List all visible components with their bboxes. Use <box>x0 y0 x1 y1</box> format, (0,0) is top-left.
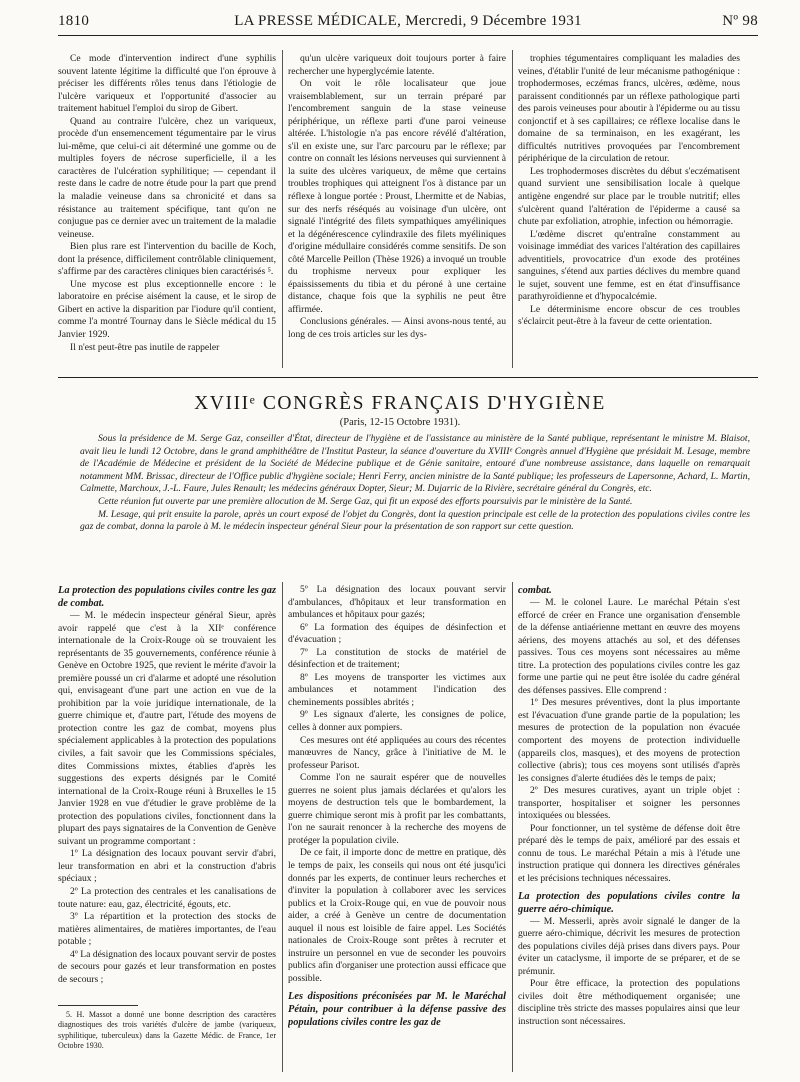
paragraph: — M. le médecin inspecteur général Sieur, après avoir rappelé que c'est à la XIIᵉ conférence internationale de la Croix-Rouge où se trouvaient les représentants de 35 gouvernements, conférence réunie à Genève en Octobre 1925, que revient le mérite d'avoir la première poussé un cri d'alarme et adopté une résolution qui, envisageant d'une part une action en vue de la prohibition par la voie juridique internationale, de la guerre chimique et, d'autre part, l'étude des moyens de protection contre les gaz de combat, moyens plus spécialement applicables à la protection des populations civiles, a fait savoir que les Commissions spéciales, dites Commissions mixtes, établies d'après les suggestions des experts désignés par le Comité international de la Croix-Rouge réuni à Bruxelles le 15 Janvier 1928 en vue d'étudier le grave problème de la protection des populations civiles, fonctionnent dans la plupart des pays signataires de la Convention de Genève suivant un programme comportant : <box>58 610 276 847</box>
footnote-block <box>58 1010 276 1072</box>
column-divider <box>282 50 283 368</box>
paragraph: Pour être efficace, la protection des populations civiles doit être méthodiquement organisée; une discipline très stricte des masses populaires ainsi que leur instruction sont nécessaires. <box>518 978 740 1027</box>
lower-column-1 <box>58 584 276 1004</box>
upper-column-2 <box>288 53 506 373</box>
paragraph: De ce fait, il importe donc de mettre en pratique, dès le temps de paix, les conseils qui nous ont été jusqu'ici donnés par les experts, de continuer leurs recherches et d'inviter la population à collaborer avec les services publics et la Croix-Rouge qui, en vue de pouvoir nous aider, a créé à Genève un centre de documentation auquel il nous est loisible de faire appel. Les Sociétés nationales de Croix-Rouge sont prêtes à recruter et instruire un personnel en vue de seconder les pouvoirs publics afin d'organiser une protection aussi efficace que possible. <box>288 847 506 984</box>
paragraph: Une mycose est plus exceptionnelle encore : le laboratoire en précise aisément la cause, et le sirop de Gibert en active la disparition par l'iodure qu'il contient, comme l'a montré Tournay dans le Siècle médical du 15 Janvier 1929. <box>58 278 276 341</box>
paragraph: Les trophodermoses discrètes du début s'eczématisent quand survient une sensibilisation locale à quelque antigène engendré sur place par le trouble nutritif; elles s'ulcèrent quand l'altération de l'épiderme a causé sa chute par exfoliation, atrophie, infection ou hémorragie. <box>518 165 740 228</box>
column-divider <box>512 50 513 368</box>
list-item: 3º La répartition et la protection des stocks de matières alimentaires, de matières importantes, de l'eau potable ; <box>58 911 276 948</box>
paragraph: — M. Messerli, après avoir signalé le danger de la guerre aéro-chimique, décrivit les mesures de protection des populations civiles déjà prises dans divers pays. Pour éviter un cataclysme, il importe de se préparer, et de se prémunir. <box>518 915 740 977</box>
list-item: 4º La désignation des locaux pouvant servir de postes de secours pour gazés et leur transformation en postes de secours ; <box>58 948 276 985</box>
paragraph: Comme l'on ne saurait espérer que de nouvelles guerres ne soient plus jamais déclarées et qu'alors les moyens de destruction tels que le bombardement, la guerre chimique seront mis à profit par les combattants, l'on ne saurait renoncer à la recherche des moyens de protéger la population civile. <box>288 772 506 846</box>
section-subheading: La protection des populations civiles contre la guerre aéro-chimique. <box>518 890 740 915</box>
list-item: 2º Des mesures curatives, ayant un triple objet : transporter, hospitaliser et soigner les personnes intoxiquées ou blessées. <box>518 785 740 822</box>
upper-column-1 <box>58 53 276 373</box>
conference-intro <box>80 433 750 534</box>
header-rule <box>58 35 758 36</box>
paragraph: Il n'est peut-être pas inutile de rappeler <box>70 341 220 353</box>
paragraph: qu'un ulcère variqueux doit toujours porter à faire rechercher une hyperglycémie latente. <box>288 53 506 77</box>
paragraph: Bien plus rare est l'intervention du bacille de Koch, dont la présence, difficilement contrôlable cliniquement, s'affirme par des caractères cliniques bien caractérisés ⁵. <box>58 241 276 278</box>
section-subheading-continued: combat. <box>518 585 552 596</box>
lower-column-2 <box>288 584 506 1072</box>
paragraph: trophies tégumentaires compliquant les maladies des veines, d'établir l'unité de leur mécanisme pathogénique : trophodermoses, eczémas francs, ulcères, œdème, nous paraissent conditionnés par un réflexe pathologique parti des parois veineuses pour aboutir à l'épiderme ou au tissu conjonctif et à ses capillaires; ce réflexe localise dans le domaine de sa terminaison, en les exagérant, les difficultés nutritives provoquées par l'encombrement périphérique de la circulation de retour. <box>518 53 740 165</box>
journal-title: LA PRESSE MÉDICALE, Mercredi, 9 Décembre 1931 <box>234 13 582 29</box>
list-item: 8º Les moyens de transporter les victimes aux ambulances et notamment l'indication des cheminements possibles abrités ; <box>288 671 506 708</box>
paragraph: — M. le colonel Laure. Le maréchal Pétain s'est efforcé de créer en France une organisation d'ensemble de la défense antiaérienne mettant en œuvre des moyens aériens, des moyens attachés au sol, et des défenses passives. Tous ces moyens sont nécessaires au même titre. La protection des populations civiles contre les gaz forme une partie qui ne peut être isolée du cadre général des défenses passives. Elle comprend : <box>518 597 740 696</box>
paragraph: M. Lesage, qui prit ensuite la parole, après un court exposé de l'objet du Congrès, dont la question principale est celle de la protection des populations civiles contre les gaz de combat, donna la parole à M. le médecin inspecteur général Sieur pour la présentation de son rapport sur cette question. <box>80 508 750 533</box>
paragraph: Pour fonctionner, un tel système de défense doit être préparé dès le temps de paix, amélioré par des essais et connu de tous. Le maréchal Pétain a mis à l'étude une instruction pratique qui donnera les directives générales et les précisions techniques nécessaires. <box>518 822 740 885</box>
list-item: 1º La désignation des locaux pouvant servir d'abri, leur transformation en abri et la construction d'abris spéciaux ; <box>58 848 276 885</box>
page-number: 1810 <box>58 13 90 29</box>
paragraph: Le déterminisme encore obscur de ces troubles s'éclaircit peut-être à la faveur de cette orientation. <box>518 303 740 328</box>
section-subheading: Les dispositions préconisées par M. le Maréchal Pétain, pour contribuer à la défense passive des populations civiles contre les gaz de <box>288 990 506 1028</box>
list-item: 6º La formation des équipes de désinfection et d'évacuation ; <box>288 621 506 646</box>
paragraph: Cette réunion fut ouverte par une première allocution de M. Serge Gaz, qui fit un exposé des efforts poursuivis par le ministère de la Santé. <box>98 495 633 507</box>
conference-subtitle: (Paris, 12-15 Octobre 1931). <box>339 417 461 428</box>
paragraph: Quand au contraire l'ulcère, chez un variqueux, procède d'un ensemencement tégumentaire par le virus lui-même, que celui-ci ait déterminé une gomme ou de multiples foyers de nécrose superficielle, il a les caractères de l'ulcération syphilitique; — cependant il reste dans le cadre de notre étude pour la part que prend la maladie veineuse dans sa chronicité et dans sa résistance au traitement spécifique, tant qu'on ne conjugue pas ce dernier avec un traitement de la maladie veineuse. <box>58 115 276 240</box>
section-subheading: La protection des populations civiles contre les gaz de combat. <box>58 585 276 609</box>
paragraph: Ce mode d'intervention indirect d'une syphilis souvent latente légitime la difficulté que l'on éprouve à préciser les différents rôles tenus dans l'étiologie de l'ulcère variqueux et l'opportunité d'associer au traitement habituel l'emploi du sirop de Gibert. <box>58 53 276 115</box>
section-rule <box>58 377 758 378</box>
running-header <box>58 13 758 33</box>
list-item: 1º Des mesures préventives, dont la plus importante est l'évacuation d'une grande partie de la population; les mesures de protection de la population non évacuée comportent des moyens de protection individuelle (appareils clos, masques), et des moyens de protection collective (abris); tous ces moyens sont utilisés d'après les consignes d'alerte étudiées dès le temps de paix; <box>518 697 740 784</box>
list-item: 5º La désignation des locaux pouvant servir d'ambulances, d'hôpitaux et leur transformation en ambulances et hôpitaux pour gazés; <box>288 584 506 621</box>
paragraph: Conclusions générales. — Ainsi avons-nous tenté, au long de ces trois articles sur les dys- <box>288 316 506 341</box>
upper-column-3 <box>518 53 740 373</box>
conference-title: XVIIIᵉ CONGRÈS FRANÇAIS D'HYGIÈNE <box>194 393 606 414</box>
paragraph: On voit le rôle localisateur que joue vraisemblablement, sur un terrain préparé par l'encombrement sanguin de la stase veineuse périphérique, un réflexe parti d'une paroi veineuse altérée. L'histologie n'a pas encore révélé d'altération, s'il en existe une, sur l'arc parcouru par le réflexe; par contre on connaît les lésions nerveuses qui surviennent à la suite des ulcères variqueux, de même que certains troubles trophiques qui atteignent l'os à distance par un réflexe à longue portée : Proust, Lhermitte et de Nabias, sur des nerfs réséqués au voisinage d'un ulcère, ont signalé l'intégrité des filets sympathiques amyéliniques et la dégénérescence cylindraxile des filets myéliniques d'origine médullaire considérés comme sensitifs. De son côté Marcelle Peillon (Thèse 1926) a invoqué un trouble du trophisme nerveux pour expliquer les épaississements du tibia et du péroné à une certaine distance, chaque fois que la syphilis ne peut être affirmée. <box>288 78 506 315</box>
paragraph: Sous la présidence de M. Serge Gaz, conseiller d'État, directeur de l'hygiène et de l'assistance au ministère de la Santé publique, représentant le ministre M. Blaisot, avait lieu le lundi 12 Octobre, dans le grand amphithéâtre de l'Institut Pasteur, la séance d'ouverture du XVIIIᵉ Congrès annuel d'Hygiène que présidait M. Lesage, membre de l'Académie de Médecine et président de la Société de Médecine publique et de Génie sanitaire, entouré d'une nombreuse assistance, dans laquelle on remarquait notamment MM. Brissac, directeur de l'Office public d'hygiène sociale; Henri Ferry, ancien ministre de la Santé publique; les professeurs de Lapersonne, Achard, L. Martin, Calmette, Marchoux, J.-L. Faure, Jules Renault; les médecins généraux Dopter, Sieur; M. Dujarric de la Rivière, secrétaire général du Congrès, etc. <box>80 433 750 495</box>
footnote: 5. H. Massot a donné une bonne description des caractères diagnostiques des trois variétés d'ulcère de jambe (variqueux, syphilitique, tuberculeux) dans la Gazette Médic. de France, 1er Octobre 1930. <box>58 1010 276 1050</box>
footnote-rule <box>58 1005 138 1006</box>
issue-number: Nº 98 <box>722 13 758 29</box>
paragraph: L'œdème discret qu'entraîne constamment au voisinage immédiat des varices l'altération des capillaires adventitiels, provocatrice d'un exode des protéines sanguines, s'étend aux parties déclives du membre quand le sujet, souvent une femme, est en état d'insuffisance parathyroïdienne et d'hypocalcémie. <box>518 228 740 303</box>
paragraph: Ces mesures ont été appliquées au cours des récentes manœuvres de Nancy, grâce à l'initiative de M. le professeur Parisot. <box>288 734 506 771</box>
lower-column-3 <box>518 584 740 1072</box>
list-item: 2º La protection des centrales et les canalisations de toute nature: eau, gaz, électricité, égouts, etc. <box>58 886 276 910</box>
column-divider <box>282 582 283 1072</box>
list-item: 9º Les signaux d'alerte, les consignes de police, celles à donner aux pompiers. <box>288 709 506 734</box>
column-divider <box>512 582 513 1072</box>
list-item: 7º La constitution de stocks de matériel de désinfection et de traitement; <box>288 646 506 671</box>
